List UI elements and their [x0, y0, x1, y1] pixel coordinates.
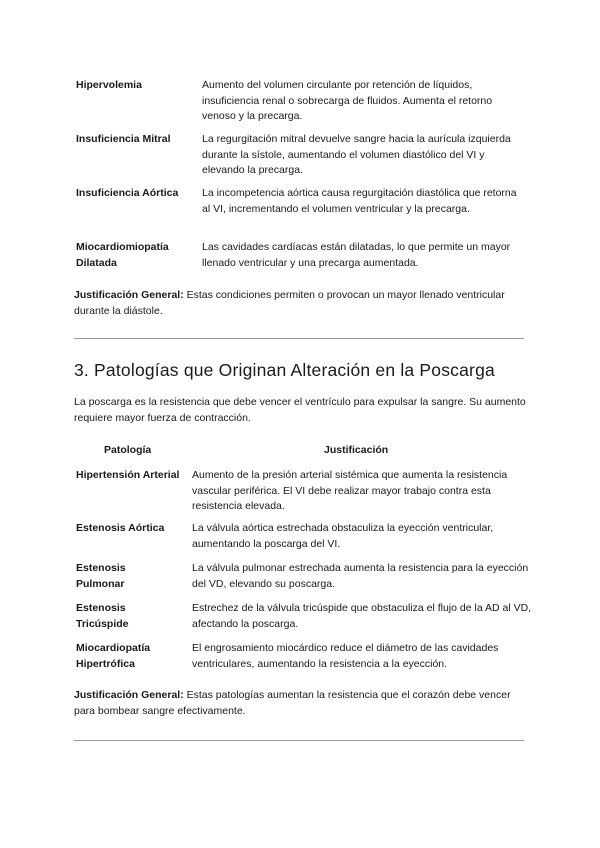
- justification-text: Estas patologías aumentan la resistencia que el corazón debe vencer para bombear sangre efectivamente.: [74, 689, 511, 717]
- table-row: [76, 521, 532, 561]
- pathology-name: Estenosis Aórtica: [76, 522, 165, 534]
- justification-label: Justificación General:: [74, 689, 184, 701]
- pathology-description: Estrechez de la válvula tricúspide que obstaculiza el flujo de la AD al VD, afectando la poscarga.: [192, 602, 532, 630]
- pathology-description: Las cavidades cardíacas están dilatadas, lo que permite un mayor llenado ventricular y una precarga aumentada.: [202, 241, 511, 269]
- column-header-justification: Justificación: [324, 444, 389, 456]
- pathology-description: Aumento de la presión arterial sistémica que aumenta la resistencia vascular periférica. El VI debe realizar mayor trabajo contra esta resistencia elevada.: [192, 469, 508, 512]
- divider: [74, 740, 524, 741]
- justification-label: Justificación General:: [74, 289, 184, 301]
- justification-text: Estas condiciones permiten o provocan un mayor llenado ventricular durante la diástole.: [74, 289, 505, 317]
- table-row: [76, 132, 526, 186]
- table-row: [76, 78, 526, 132]
- table-row: [76, 561, 532, 601]
- table-row: [76, 601, 532, 641]
- pathology-name: Estenosis Tricúspide: [76, 602, 129, 630]
- pathology-name: Miocardiomiopatía Dilatada: [76, 241, 169, 269]
- table-row: [76, 641, 532, 672]
- precarga-table: [76, 78, 526, 271]
- pathology-description: La válvula pulmonar estrechada aumenta la resistencia para la eyección del VD, elevando su poscarga.: [192, 562, 529, 590]
- pathology-name: Hipertensión Arterial: [76, 469, 180, 481]
- section-intro: La poscarga es la resistencia que debe vencer el ventrículo para expulsar la sangre. Su aumento requiere mayor fuerza de contracción.: [74, 396, 526, 424]
- column-header-pathology: Patología: [104, 444, 152, 456]
- pathology-name: Miocardiopatía Hipertrófica: [76, 642, 151, 670]
- section-title: 3. Patologías que Originan Alteración en la Poscarga: [74, 360, 495, 380]
- table-row: [76, 186, 526, 240]
- pathology-name: Insuficiencia Mitral: [76, 133, 171, 145]
- pathology-description: La válvula aórtica estrechada obstaculiza la eyección ventricular, aumentando la poscarga del VI.: [192, 522, 494, 550]
- pathology-description: Aumento del volumen circulante por retención de líquidos, insuficiencia renal o sobrecarga de fluidos. Aumenta el retorno venoso y la precarga.: [202, 79, 493, 122]
- table-row: [76, 468, 532, 521]
- pathology-name: Insuficiencia Aórtica: [76, 187, 179, 199]
- table-row: [76, 240, 526, 271]
- pathology-name: Estenosis Pulmonar: [76, 562, 126, 590]
- pathology-description: La regurgitación mitral devuelve sangre hacia la aurícula izquierda durante la sístole, aumentando el volumen diastólico del VI y elevando la precarga.: [202, 133, 511, 176]
- poscarga-table: [76, 468, 532, 672]
- pathology-name: Hipervolemia: [76, 79, 142, 91]
- general-justification: [74, 688, 534, 719]
- pathology-description: La incompetencia aórtica causa regurgitación diastólica que retorna al VI, incrementando el volumen ventricular y la precarga.: [202, 187, 517, 215]
- pathology-description: El engrosamiento miocárdico reduce el diámetro de las cavidades ventriculares, aumentando la resistencia a la eyección.: [192, 642, 499, 670]
- general-justification: [74, 288, 534, 319]
- divider: [74, 338, 524, 339]
